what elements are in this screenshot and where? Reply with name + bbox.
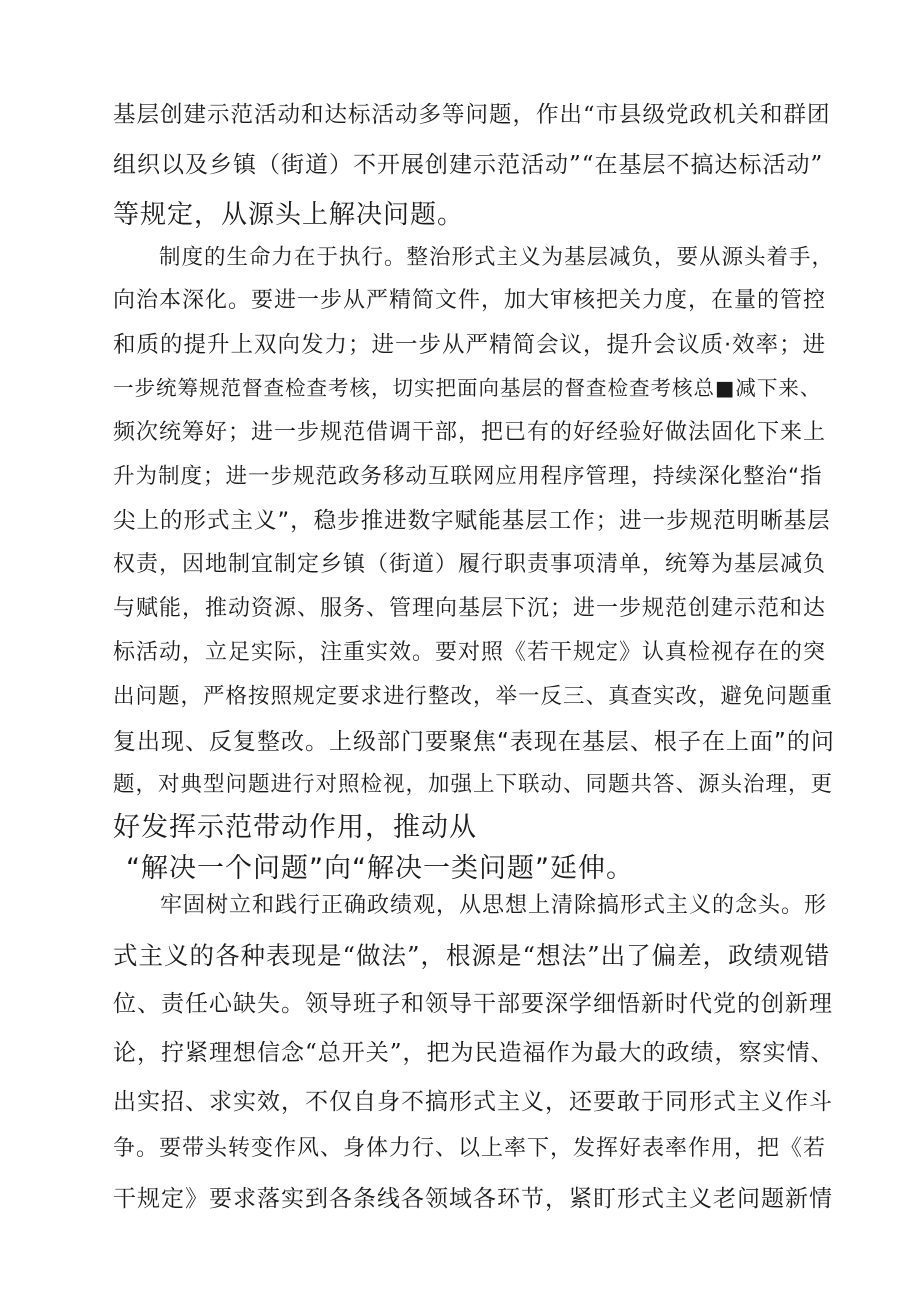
text-line: 组织以及乡镇（街道）不开展创建示范活动”“在基层不搞达标活动” bbox=[113, 152, 824, 178]
text-line: 频次统筹好；进一步规范借调干部，把已有的好经验好做法固化下来上 bbox=[113, 420, 827, 445]
text-line: 牢固树立和践行正确政绩观，从思想上清除搞形式主义的念头。形 bbox=[160, 893, 828, 918]
text-line: 题，对典型问题进行对照检视，加强上下联动、同题共答、源头治理，更 bbox=[113, 772, 834, 797]
text-line: 式主义的各种表现是“做法”，根源是“想法”出了偏差，政绩观错 bbox=[113, 941, 831, 970]
text-line: 升为制度；进一步规范政务移动互联网应用程序管理，持续深化整治“指 bbox=[113, 464, 823, 489]
text-line: 和质的提升上双向发力；进一步从严精简会议，提升会议质·效率；进 bbox=[113, 332, 827, 358]
text-line: 干规定》要求落实到各条线各领域各环节，紧盯形式主义老问题新情 bbox=[113, 1186, 833, 1212]
text-line: “解决一个问题”向“解决一类问题”延伸。 bbox=[126, 853, 634, 884]
text-line: 论，拧紧理想信念“总开关”，把为民造福作为最大的政绩，察实情、 bbox=[113, 1040, 835, 1066]
text-line: 权责，因地制宜制定乡镇（街道）履行职责事项清单，统筹为基层减负 bbox=[113, 552, 827, 577]
text-line: 基层创建示范活动和达标活动多等问题，作出“市县级党政机关和群团 bbox=[113, 102, 831, 128]
text-line: 争。要带头转变作风、身体力行、以上率下，发挥好表率作用，把《若 bbox=[113, 1136, 827, 1161]
text-line: 尖上的形式主义”，稳步推进数字赋能基层工作；进一步规范明晰基层 bbox=[113, 508, 831, 534]
text-line: 制度的生命力在于执行。整治形式主义为基层减负，要从源头着手， bbox=[159, 245, 835, 270]
text-line: 一步统筹规范督查检查考核，切实把面向基层的督查检查考核总■减下来、 bbox=[113, 376, 822, 400]
text-line: 位、责任心缺失。领导班子和领导干部要深学细悟新时代党的创新理 bbox=[113, 991, 833, 1017]
text-line: 与赋能，推动资源、服务、管理向基层下沉；进一步规范创建示范和达 bbox=[113, 596, 827, 621]
text-line: 好发挥示范带动作用，推动从 bbox=[113, 812, 477, 843]
text-line: 向治本深化。要进一步从严精简文件，加大审核把关力度，在量的管控 bbox=[113, 288, 827, 313]
text-line: 标活动，立足实际，注重实效。要对照《若干规定》认真检视存在的突 bbox=[113, 640, 827, 665]
text-line: 复出现、反复整改。上级部门要聚焦“表现在基层、根子在上面”的问 bbox=[113, 729, 835, 755]
text-line: 等规定，从源头上解决问题。 bbox=[113, 200, 465, 230]
text-line: 出问题，严格按照规定要求进行整改，举一反三、真查实改，避免问题重 bbox=[113, 684, 834, 709]
text-line: 出实招、求实效，不仅自身不搞形式主义，还要敢于同形式主义作斗 bbox=[113, 1089, 833, 1115]
